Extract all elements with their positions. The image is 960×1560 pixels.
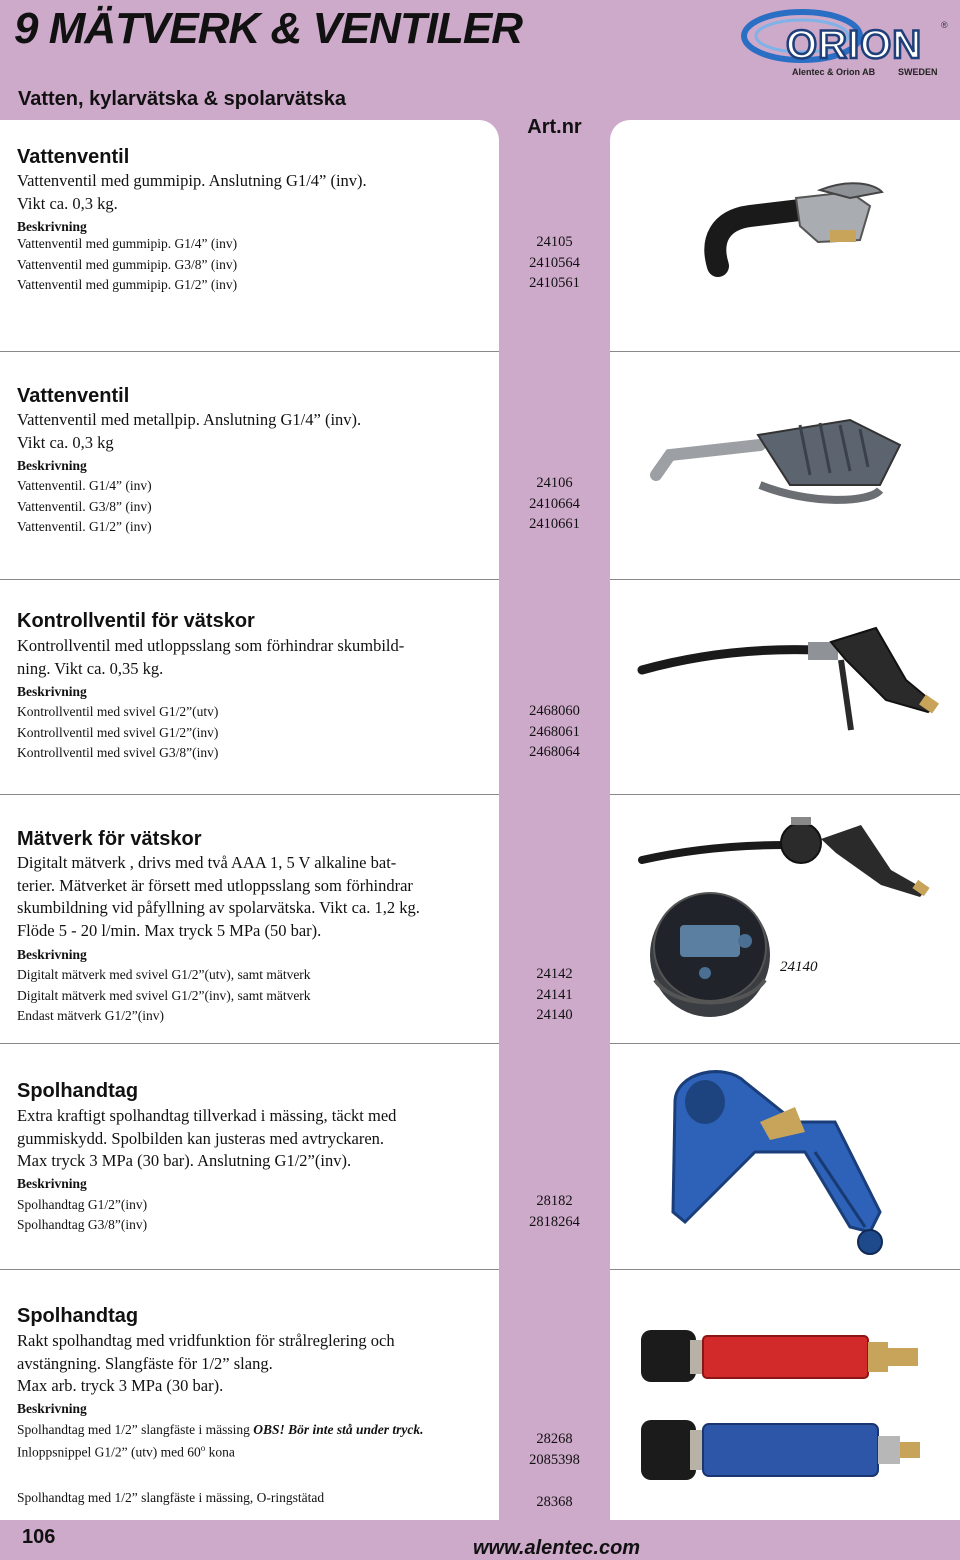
artnr-column [499,120,610,1520]
variant-item: Spolhandtag G3/8”(inv) [17,1217,148,1232]
website-url: www.alentec.com [473,1537,641,1559]
beskrivning-label: Beskrivning [17,1401,87,1416]
blue-spray-gun-icon [665,1062,910,1277]
logo-registered: ® [941,20,948,30]
variant-item: Vattenventil. G3/8” (inv) [17,499,152,514]
description-line: Extra kraftigt spolhandtag tillverkad i mässing, täckt med [17,1106,397,1125]
description-line: Flöde 5 - 20 l/min. Max tryck 5 MPa (50 bar). [17,920,322,940]
product-title: Vattenventil [17,146,130,168]
description-line: Vikt ca. 0,3 kg. [17,193,118,213]
artnr-heading: Art.nr [527,116,582,138]
description-line: ning. Vikt ca. 0,35 kg. [17,658,164,678]
variant-item: Vattenventil med gummipip. G1/2” (inv) [17,277,238,292]
section-divider [610,351,960,352]
description-line: Vattenventil med metallpip. Anslutning G1/4” (inv). [17,410,362,429]
product-title: Spolhandtag [17,1305,139,1327]
section-divider [0,351,499,352]
logo-tagline-right: SWEDEN [898,67,938,77]
variant-item: Vattenventil med gummipip. G1/4” (inv) [17,236,238,251]
section-divider [0,1043,499,1044]
beskrivning-label: Beskrivning [17,1176,87,1191]
variant-item: Kontrollventil med svivel G1/2”(utv) [17,704,219,719]
artnr-value: 2410661 [529,516,580,532]
description-line: Rakt spolhandtag med vridfunktion för strålreglering och [17,1331,395,1350]
variant-item: Endast mätverk G1/2”(inv) [17,1008,164,1023]
description-line: Vikt ca. 0,3 kg [17,432,114,452]
artnr-value: 24106 [536,475,573,491]
product-description [17,170,487,215]
page-title: 9 MÄTVERK & VENTILER [14,4,523,53]
artnr-value: 24105 [536,234,573,250]
artnr-value: 2468064 [529,744,580,760]
beskrivning-label: Beskrivning [17,458,87,473]
variant-item: Vattenventil. G1/2” (inv) [17,519,152,534]
section-divider [610,579,960,580]
product-description [17,1105,487,1173]
variant-text: Spolhandtag med 1/2” slangfäste i mässing [17,1422,254,1437]
description-line: Kontrollventil med utloppsslang som förhindrar skumbild- [17,636,405,655]
variant-text: Inloppsnippel G1/2” (utv) med 60 [17,1444,201,1460]
description-line: avstängning. Slangfäste för 1/2” slang. [17,1353,273,1373]
blow-valve-rubber-spout-icon [700,170,890,280]
variant-item: Digitalt mätverk med svivel G1/2”(utv), samt mätverk [17,967,311,982]
description-line: gummiskydd. Spolbilden kan justeras med avtryckaren. [17,1128,385,1148]
variant-item [17,1443,235,1461]
variant-item: Vattenventil. G1/4” (inv) [17,478,152,493]
section-divider [0,579,499,580]
artnr-value: 2085398 [529,1452,580,1468]
beskrivning-label: Beskrivning [17,684,87,699]
logo-wordmark: ORION [786,23,923,67]
beskrivning-label: Beskrivning [17,947,87,962]
product-description [17,1330,487,1398]
description-line: Vattenventil med gummipip. Anslutning G1/4” (inv). [17,171,367,190]
section-divider [0,794,499,795]
artnr-value: 2410561 [529,275,580,291]
description-line: Max arb. tryck 3 MPa (30 bar). [17,1376,224,1395]
variant-item: Spolhandtag med 1/2” slangfäste i mässing, O-ringstätad [17,1490,325,1505]
product-title: Spolhandtag [17,1080,139,1102]
section-divider [0,1269,499,1270]
artnr-value: 28268 [536,1431,573,1447]
variant-item: Digitalt mätverk med svivel G1/2”(inv), samt mätverk [17,988,311,1003]
digital-meter-icon [645,885,775,1020]
product-description [17,852,487,942]
description-line: Max tryck 3 MPa (30 bar). Anslutning G1/2”(inv). [17,1151,352,1170]
variant-item: Kontrollventil med svivel G1/2”(inv) [17,725,219,740]
beskrivning-label: Beskrivning [17,219,87,234]
description-line: terier. Mätverket är försett med utloppsslang som förhindrar [17,875,413,895]
artnr-value: 2468061 [529,724,580,740]
blow-valve-metal-spout-icon [650,415,930,515]
variant-item: Kontrollventil med svivel G3/8”(inv) [17,745,219,760]
section-divider [610,1043,960,1044]
section-divider [610,794,960,795]
control-valve-gun-icon [636,620,941,735]
artnr-value: 24140 [536,1007,573,1023]
product-title: Vattenventil [17,385,130,407]
artnr-value: 28182 [536,1193,573,1209]
variant-warning: OBS! Bör inte stå under tryck. [253,1422,424,1437]
page-number: 106 [22,1526,56,1548]
artnr-value: 28368 [536,1494,573,1510]
product-title: Kontrollventil för vätskor [17,610,255,632]
degree-superscript: o [200,1443,206,1453]
image-label: 24140 [780,959,818,975]
orion-logo [740,8,950,80]
straight-spray-nozzles-icon [635,1320,925,1500]
artnr-value: 24141 [536,987,573,1003]
description-line: skumbildning vid påfyllning av spolarvätska. Vikt ca. 1,2 kg. [17,898,420,917]
section-subtitle: Vatten, kylarvätska & spolarvätska [18,88,346,110]
artnr-value: 2410564 [529,255,580,271]
product-description [17,635,487,680]
product-description [17,409,487,454]
variant-item [17,1422,424,1438]
product-title: Mätverk för vätskor [17,828,202,850]
variant-item: Vattenventil med gummipip. G3/8” (inv) [17,257,238,272]
variant-text-tail: kona [205,1444,235,1460]
artnr-value: 24142 [536,966,573,982]
variant-item: Spolhandtag G1/2”(inv) [17,1197,148,1212]
artnr-value: 2818264 [529,1214,580,1230]
description-line: Digitalt mätverk , drivs med två AAA 1, 5 V alkaline bat- [17,853,397,872]
artnr-value: 2410664 [529,496,580,512]
artnr-value: 2468060 [529,703,580,719]
logo-tagline-left: Alentec & Orion AB [792,67,876,77]
